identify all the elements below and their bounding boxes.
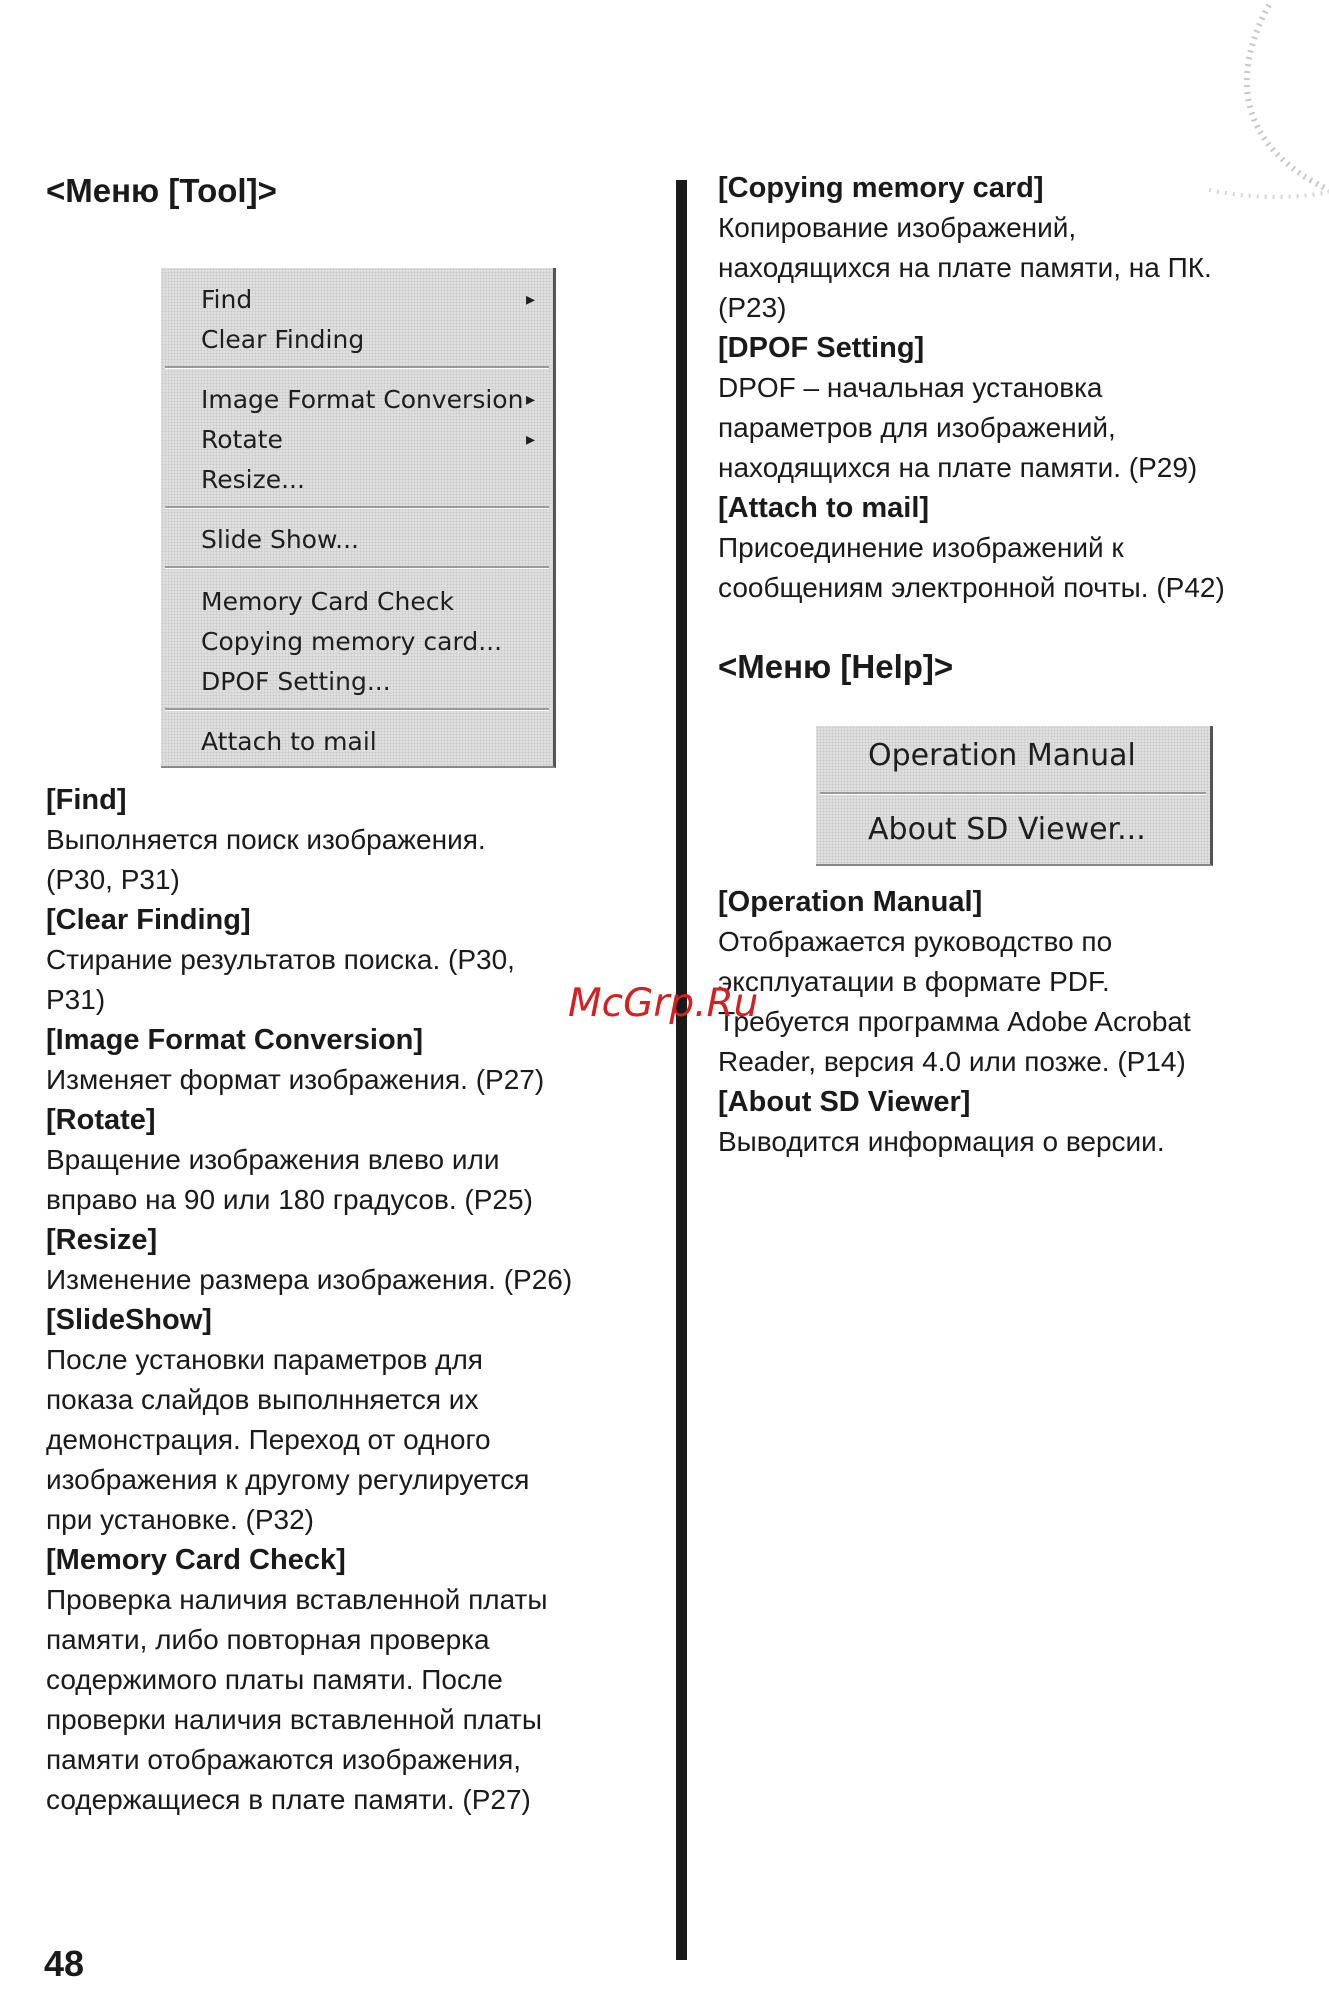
page-number: 48 bbox=[44, 1943, 85, 1984]
entry-title: [Clear Finding] bbox=[46, 904, 251, 936]
entry-text-line: Изменяет формат изображения. (P27) bbox=[46, 1064, 545, 1095]
menu-item-about-sd-viewer[interactable]: About SD Viewer... bbox=[868, 812, 1146, 847]
entry-title: [Copying memory card] bbox=[718, 172, 1044, 204]
entry-text-line: демонстрация. Переход от одного bbox=[46, 1424, 491, 1455]
entry-text-line: Отображается руководство по bbox=[718, 926, 1113, 957]
menu-item-resize[interactable]: Resize... bbox=[201, 465, 305, 494]
entry-title: [DPOF Setting] bbox=[718, 332, 925, 364]
menu-separator bbox=[165, 708, 549, 711]
entry-text-line: проверки наличия вставленной платы bbox=[46, 1704, 542, 1735]
menu-item-rotate[interactable]: Rotate bbox=[201, 425, 283, 454]
menu-item-memory-card-check[interactable]: Memory Card Check bbox=[201, 587, 454, 616]
entry-title: [Rotate] bbox=[46, 1104, 156, 1136]
help-menu-heading: <Меню [Help]> bbox=[718, 648, 954, 685]
entry-text-line: Стирание результатов поиска. (P30, bbox=[46, 944, 515, 975]
menu-separator bbox=[165, 366, 549, 369]
submenu-arrow-icon: ▸ bbox=[525, 429, 535, 450]
entry-text-line: Выполняется поиск изображения. bbox=[46, 824, 486, 855]
entry-title: [Resize] bbox=[46, 1224, 158, 1256]
entry-text-line: Выводится информация о версии. bbox=[718, 1126, 1165, 1157]
entry-text-line: памяти, либо повторная проверка bbox=[46, 1624, 490, 1655]
menu-item-image-format-conversion[interactable]: Image Format Conversion bbox=[201, 385, 524, 414]
entry-text-line: (P30, P31) bbox=[46, 864, 180, 895]
entry-text-line: Присоединение изображений к bbox=[718, 532, 1124, 563]
menu-item-operation-manual[interactable]: Operation Manual bbox=[868, 738, 1136, 773]
entry-text-line: содержащиеся в плате памяти. (P27) bbox=[46, 1784, 531, 1815]
entry-text-line: (P23) bbox=[718, 292, 787, 323]
entry-title: [Image Format Conversion] bbox=[46, 1024, 424, 1056]
menu-item-slide-show[interactable]: Slide Show... bbox=[201, 525, 359, 554]
menu-item-copying-memory-card[interactable]: Copying memory card... bbox=[201, 627, 503, 656]
entry-title: [Memory Card Check] bbox=[46, 1544, 346, 1576]
help-menu-descriptions bbox=[718, 882, 1308, 1162]
entry-text-line: Вращение изображения влево или bbox=[46, 1144, 500, 1175]
entry-text-line: эксплуатации в формате PDF. bbox=[718, 966, 1110, 997]
entry-title: [Operation Manual] bbox=[718, 886, 983, 918]
entry-title: [SlideShow] bbox=[46, 1304, 212, 1336]
entry-text-line: P31) bbox=[46, 984, 106, 1015]
entry-text-line: памяти отображаются изображения, bbox=[46, 1744, 522, 1775]
entry-title: [Find] bbox=[46, 784, 127, 816]
entry-text-line: изображения к другому регулируется bbox=[46, 1464, 530, 1495]
entry-text-line: параметров для изображений, bbox=[718, 412, 1116, 443]
menu-separator bbox=[165, 506, 549, 509]
tool-menu-heading: <Меню [Tool]> bbox=[46, 172, 277, 209]
entry-text-line: находящихся на плате памяти. (P29) bbox=[718, 452, 1198, 483]
entry-title: [About SD Viewer] bbox=[718, 1086, 971, 1118]
submenu-arrow-icon: ▸ bbox=[525, 289, 535, 310]
entry-text-line: при установке. (P32) bbox=[46, 1504, 314, 1535]
entry-title: [Attach to mail] bbox=[718, 492, 930, 524]
entry-text-line: находящихся на плате памяти, на ПК. bbox=[718, 252, 1212, 283]
menu-item-dpof-setting[interactable]: DPOF Setting... bbox=[201, 667, 391, 696]
entry-text-line: Копирование изображений, bbox=[718, 212, 1077, 243]
column-divider bbox=[676, 180, 687, 1960]
submenu-arrow-icon: ▸ bbox=[525, 389, 535, 410]
menu-item-find[interactable]: Find bbox=[201, 285, 253, 314]
entry-text-line: После установки параметров для bbox=[46, 1344, 483, 1375]
help-menu bbox=[816, 726, 1213, 866]
entry-text-line: Изменение размера изображения. (P26) bbox=[46, 1264, 573, 1295]
entry-text-line: DPOF – начальная установка bbox=[718, 372, 1103, 403]
entry-text-line: Требуется программа Adobe Acrobat bbox=[718, 1006, 1191, 1037]
watermark: McGrp.Ru bbox=[568, 981, 759, 1026]
menu-item-clear-finding[interactable]: Clear Finding bbox=[201, 325, 365, 354]
right-column bbox=[718, 168, 1308, 1157]
menu-separator bbox=[165, 566, 549, 569]
tool-menu-descriptions bbox=[46, 780, 666, 1820]
entry-text-line: Reader, версия 4.0 или позже. (P14) bbox=[718, 1046, 1186, 1077]
menu-item-attach-to-mail[interactable]: Attach to mail bbox=[201, 727, 377, 756]
entry-text-line: содержимого платы памяти. После bbox=[46, 1664, 503, 1695]
entry-text-line: Проверка наличия вставленной платы bbox=[46, 1584, 548, 1615]
entry-text-line: сообщениям электронной почты. (P42) bbox=[718, 572, 1225, 603]
menu-separator bbox=[820, 792, 1206, 795]
entry-text-line: показа слайдов выполнняется их bbox=[46, 1384, 479, 1415]
tool-menu bbox=[161, 268, 556, 768]
entry-text-line: вправо на 90 или 180 градусов. (P25) bbox=[46, 1184, 533, 1215]
tool-menu-descriptions-continued bbox=[718, 168, 1308, 608]
